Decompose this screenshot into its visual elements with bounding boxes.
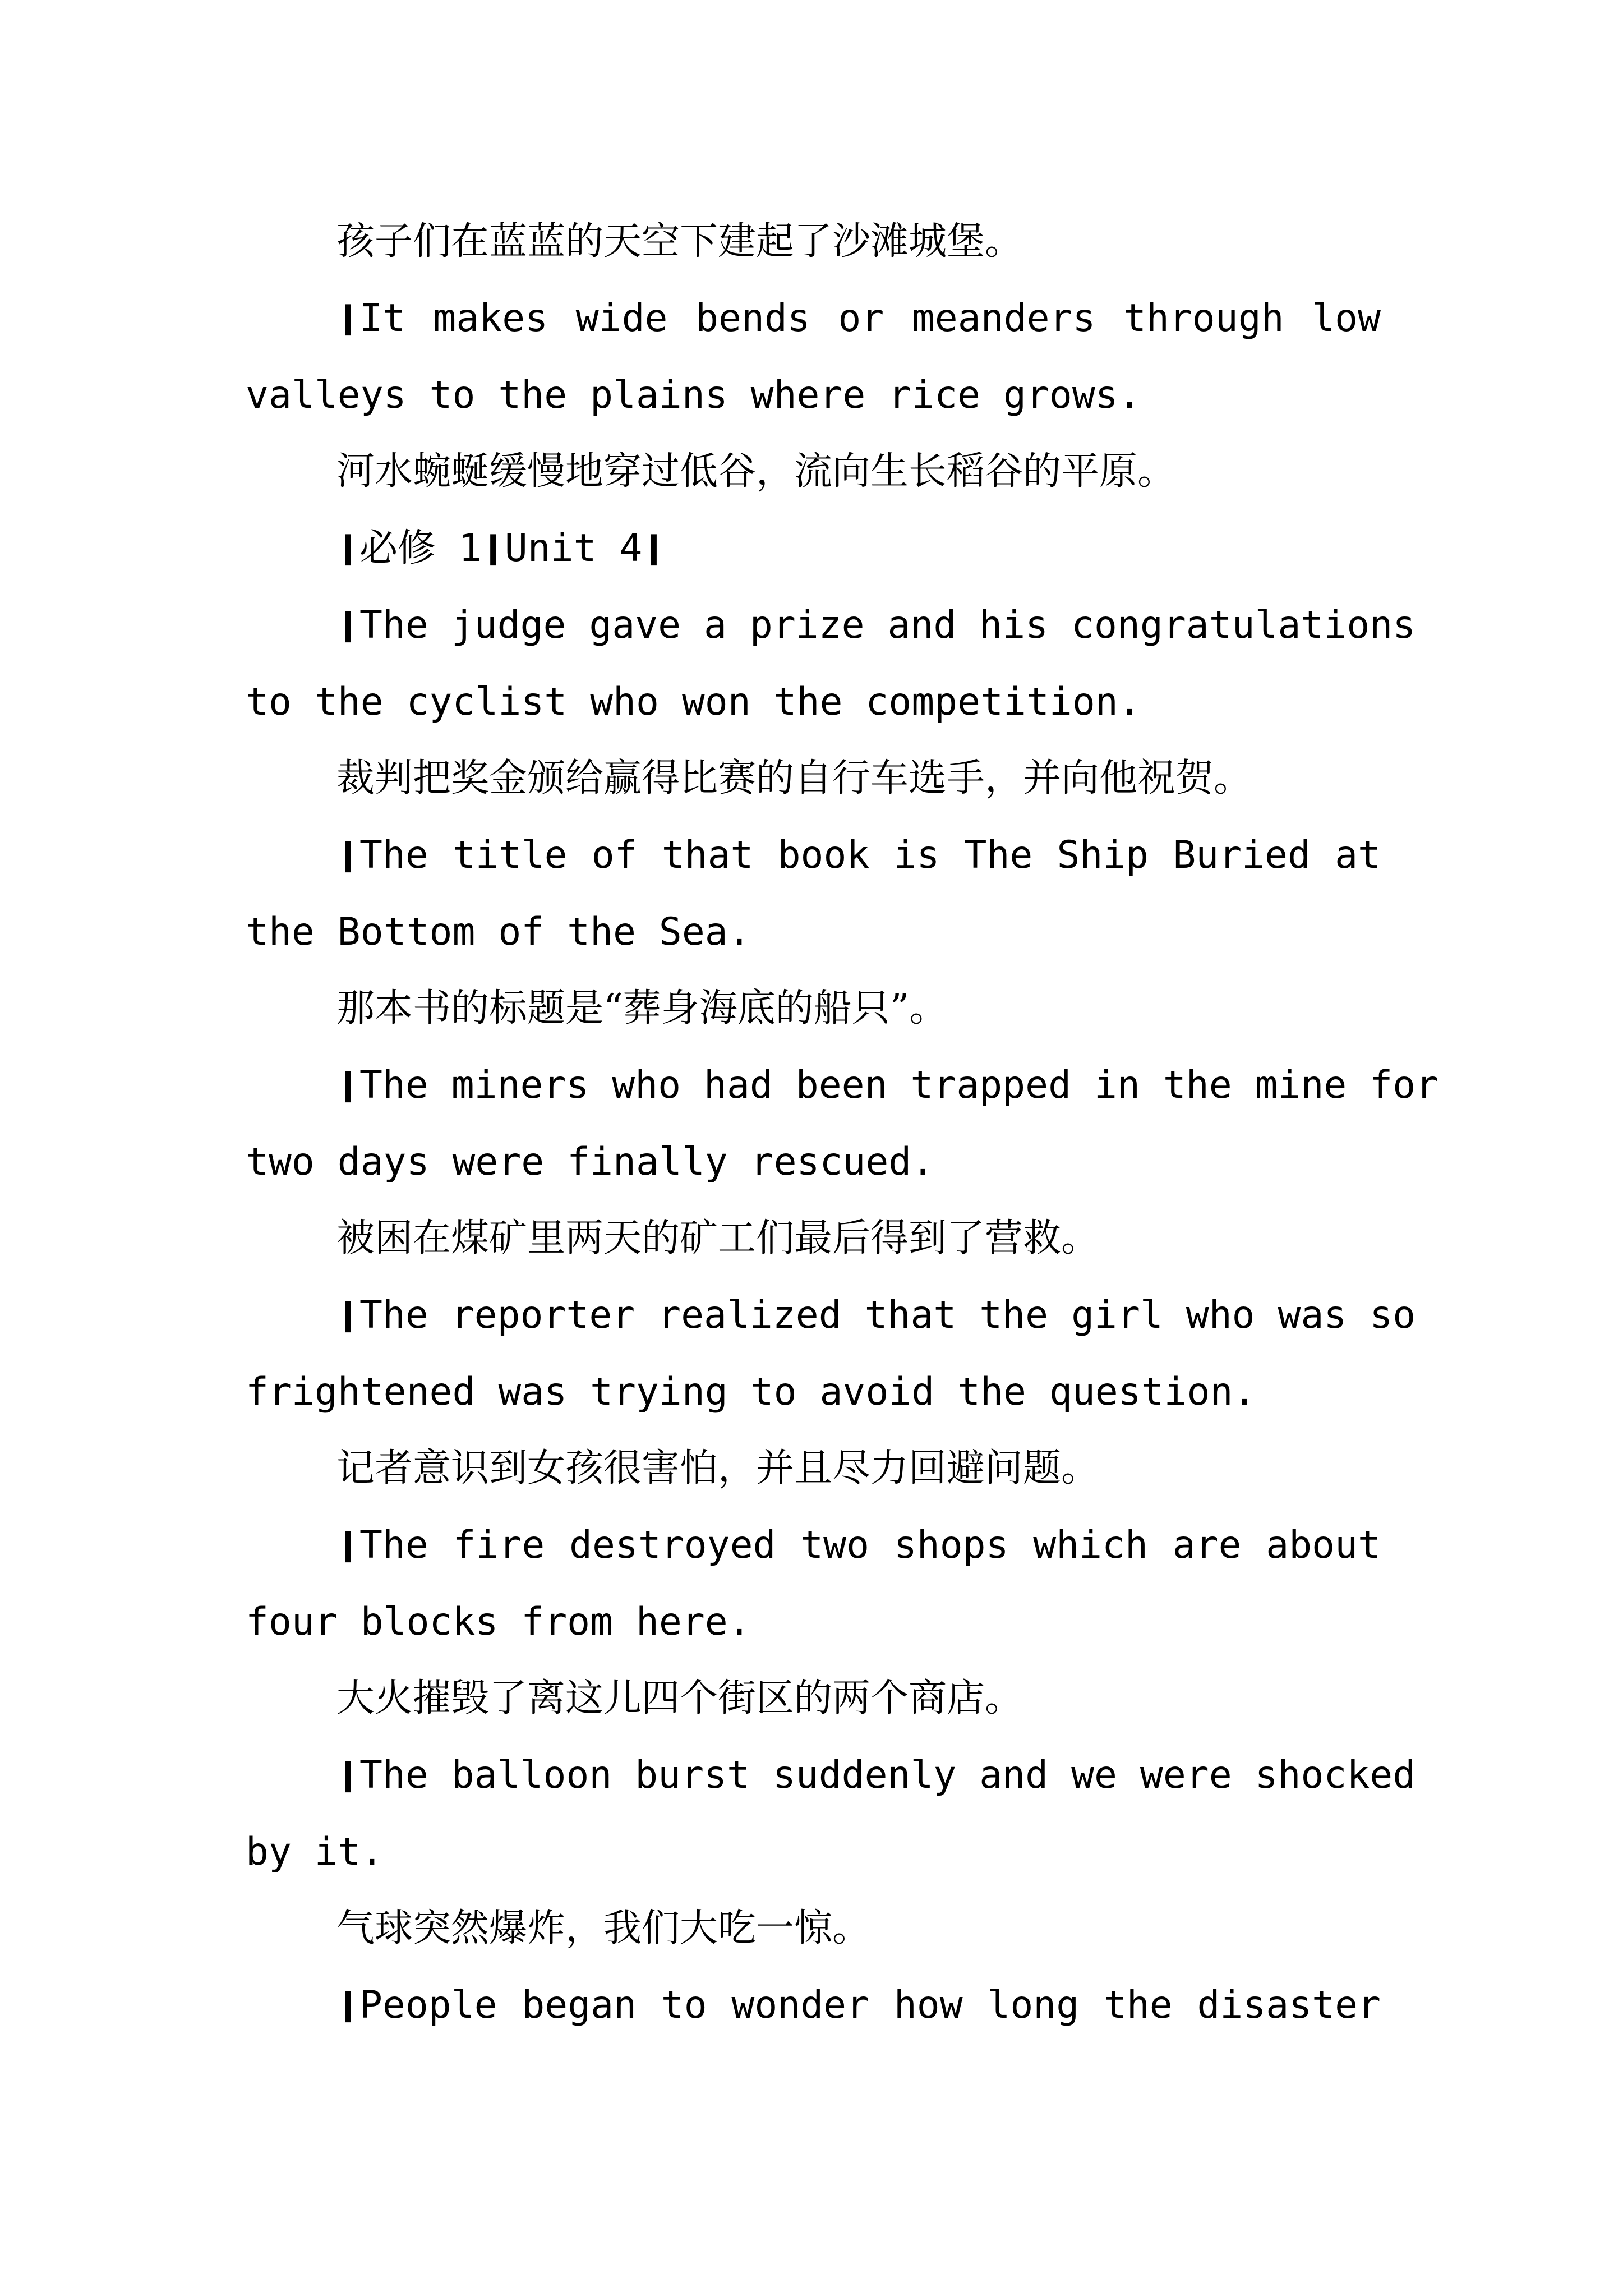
english-sentence-line: ❙The balloon burst suddenly and we were shocked	[336, 1753, 1416, 1797]
english-sentence-line: ❙It makes wide bends or meanders through low	[336, 296, 1381, 341]
chinese-translation-line: 裁判把奖金颁给赢得比赛的自行车选手，并向他祝贺。	[336, 756, 1252, 800]
english-sentence-continuation: to the cyclist who won the competition.	[246, 680, 1141, 724]
chinese-translation-line: 那本书的标题是“葬身海底的船只”。	[336, 986, 948, 1030]
chinese-translation-line: 记者意识到女孩很害怕，并且尽力回避问题。	[336, 1446, 1100, 1490]
english-sentence-continuation: four blocks from here.	[246, 1600, 751, 1644]
chinese-translation-line: 被困在煤矿里两天的矿工们最后得到了营救。	[336, 1216, 1100, 1260]
english-sentence-continuation: by it.	[246, 1830, 384, 1874]
english-sentence-line: ❙The reporter realized that the girl who was so	[336, 1293, 1416, 1337]
english-sentence-continuation: two days were finally rescued.	[246, 1140, 935, 1184]
chinese-translation-line: 河水蜿蜒缓慢地穿过低谷，流向生长稻谷的平原。	[336, 449, 1176, 494]
english-sentence-line: ❙The fire destroyed two shops which are about	[336, 1523, 1381, 1567]
english-sentence-continuation: frightened was trying to avoid the question.	[246, 1370, 1256, 1414]
chinese-translation-line: 气球突然爆炸，我们大吃一惊。	[336, 1906, 871, 1950]
english-sentence-line: ❙People began to wonder how long the disaster	[336, 1983, 1381, 2027]
english-sentence-continuation: valleys to the plains where rice grows.	[246, 373, 1141, 417]
english-sentence-continuation: the Bottom of the Sea.	[246, 910, 751, 954]
english-sentence-line: ❙The miners who had been trapped in the mine for	[336, 1063, 1439, 1107]
chinese-translation-line: 孩子们在蓝蓝的天空下建起了沙滩城堡。	[336, 219, 1023, 264]
section-heading: ❙必修 1❙Unit 4❙	[336, 526, 666, 570]
english-sentence-line: ❙The title of that book is The Ship Buried at	[336, 833, 1381, 877]
chinese-translation-line: 大火摧毁了离这儿四个街区的两个商店。	[336, 1676, 1023, 1720]
english-sentence-line: ❙The judge gave a prize and his congratulations	[336, 603, 1416, 647]
